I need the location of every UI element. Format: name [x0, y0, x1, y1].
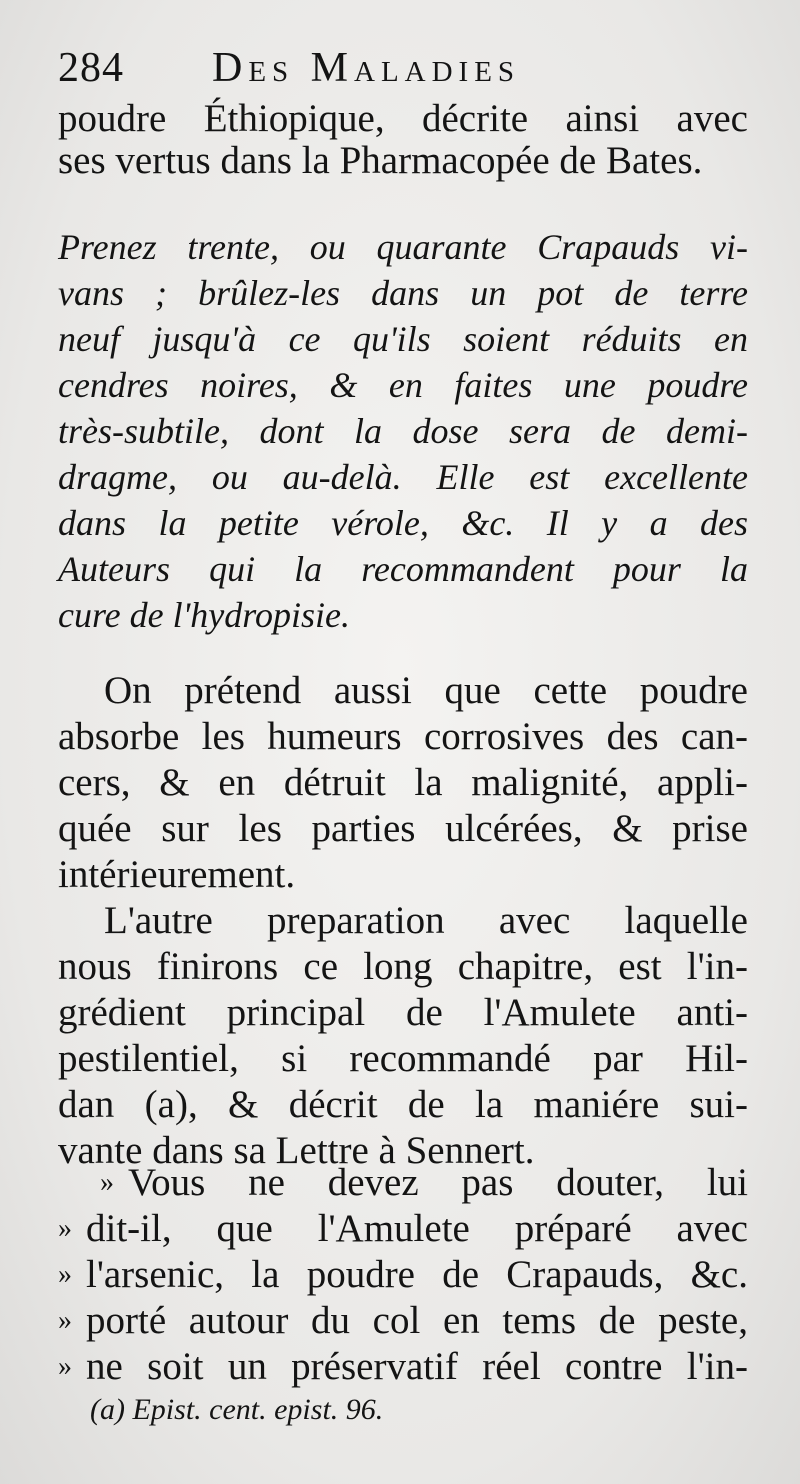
quote-line — [58, 1252, 748, 1298]
text-line: nous finirons ce long chapitre, est l'in- — [58, 945, 748, 988]
italic-line: dans la petite vérole, &c. Il y a des — [58, 503, 748, 543]
text-line: L'autre preparation avec laquelle — [104, 899, 748, 942]
italic-line: cendres noires, & en faites une poudre — [58, 365, 748, 405]
quote-text: l'arsenic, la poudre de Crapauds, &c. — [86, 1253, 748, 1296]
text-line: absorbe les humeurs corrosives des can- — [58, 715, 748, 758]
quote-text: Vous ne devez pas douter, lui — [128, 1161, 748, 1204]
text-line: poudre Éthiopique, décrite ainsi avec — [58, 97, 748, 140]
text-line: cers, & en détruit la malignité, appli- — [58, 761, 748, 804]
italic-line: cure de l'hydropisie. — [58, 595, 350, 635]
quote-text: ne soit un préservatif réel contre l'in- — [86, 1345, 748, 1388]
quote-line — [58, 1344, 748, 1390]
italic-line: vans ; brûlez-les dans un pot de terre — [58, 273, 748, 313]
text-line: quée sur les parties ulcérées, & prise — [58, 807, 748, 850]
italic-line: très-subtile, dont la dose sera de demi- — [58, 411, 748, 451]
quote-text: porté autour du col en tems de peste, — [86, 1299, 748, 1342]
italic-line: dragme, ou au-delà. Elle est excellente — [58, 457, 748, 497]
text-line: On prétend aussi que cette poudre — [104, 669, 748, 712]
quote-line — [58, 1298, 748, 1344]
guillemet-mark: » — [58, 1259, 72, 1290]
text-line: grédient principal de l'Amulete anti- — [58, 991, 748, 1034]
text-line: pestilentiel, si recommandé par Hil- — [58, 1037, 748, 1080]
italic-line: neuf jusqu'à ce qu'ils soient réduits en — [58, 319, 748, 359]
quote-line — [100, 1160, 748, 1206]
quote-line — [58, 1206, 748, 1252]
text-line: ses vertus dans la Pharmacopée de Bates. — [58, 139, 703, 182]
page-number: 284 — [58, 45, 124, 91]
running-title: Des Maladies — [212, 45, 521, 91]
text-line: vante dans sa Lettre à Sennert. — [58, 1129, 535, 1172]
quote-text: dit-il, que l'Amulete préparé avec — [86, 1207, 748, 1250]
footnote: (a) Epist. cent. epist. 96. — [90, 1393, 384, 1426]
italic-line: Auteurs qui la recommandent pour la — [58, 549, 748, 589]
italic-line: Prenez trente, ou quarante Crapauds vi- — [58, 227, 748, 267]
text-line: intérieurement. — [58, 853, 296, 896]
guillemet-mark: » — [100, 1167, 114, 1198]
guillemet-mark: » — [58, 1351, 72, 1382]
text-line: dan (a), & décrit de la maniére sui- — [58, 1083, 748, 1126]
guillemet-mark: » — [58, 1305, 72, 1336]
page-header — [58, 40, 758, 96]
guillemet-mark: » — [58, 1213, 72, 1244]
